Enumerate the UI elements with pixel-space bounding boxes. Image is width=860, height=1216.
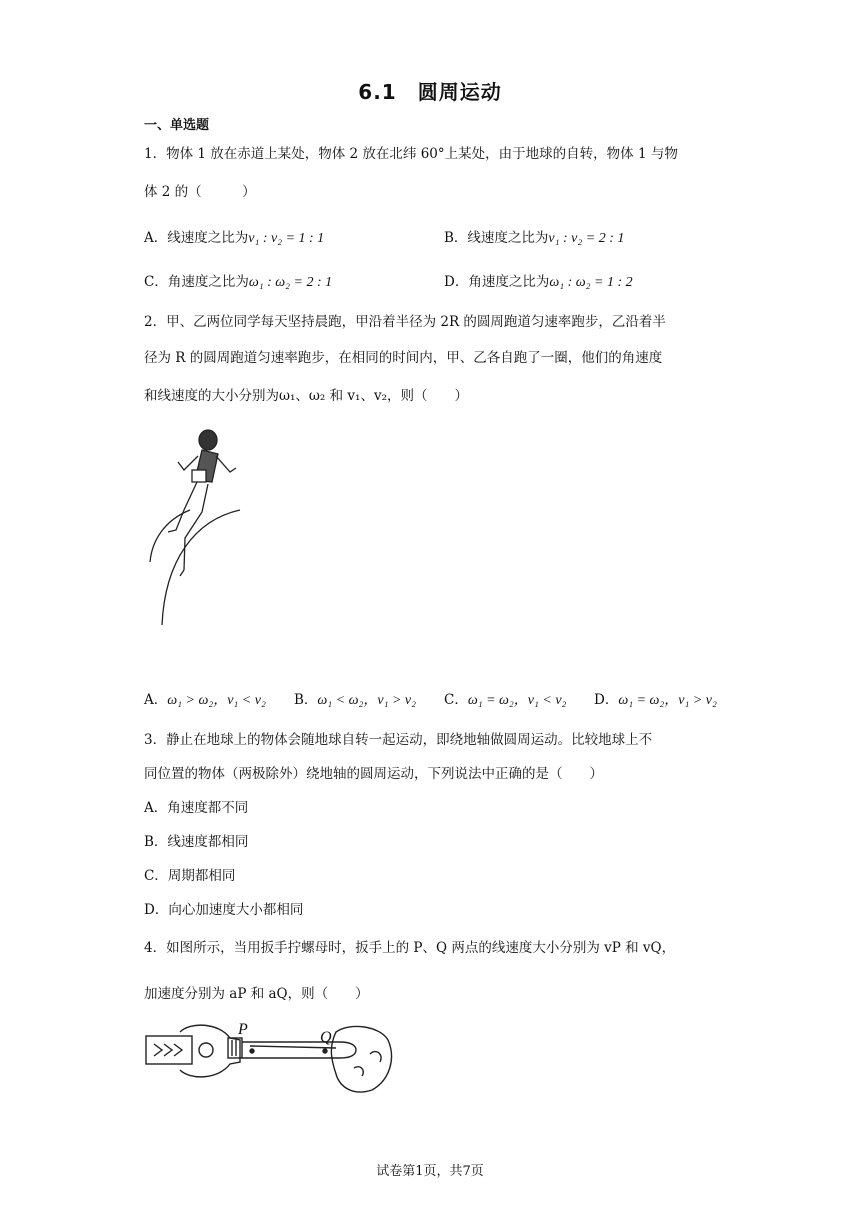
q2-option-a-label: A．: [144, 692, 168, 708]
q1-option-a-math: v₁ : v₂ = 1 : 1: [248, 231, 325, 246]
q3-option-b[interactable]: B．线速度都相同: [144, 834, 249, 850]
q3-option-c[interactable]: C．周期都相同: [144, 868, 236, 884]
page-title: 6.1 圆周运动: [358, 80, 502, 104]
q2-stem-line2: 径为 R 的圆周跑道匀速率跑步，在相同的时间内，甲、乙各自跑了一圈，他们的角速度: [144, 350, 663, 366]
q1-option-d[interactable]: [444, 270, 633, 291]
q2-option-d-math: ω₁ = ω₂，v₁ > v₂: [618, 693, 717, 708]
q1-option-c-label: C．角速度之比为: [144, 274, 249, 290]
q1-option-c-math: ω₁ : ω₂ = 2 : 1: [248, 275, 333, 290]
label-q: Q: [320, 1029, 332, 1046]
q1-option-b-math: v₁ : v₂ = 2 : 1: [548, 231, 625, 246]
q3-stem-line1: 3．静止在地球上的物体会随地球自转一起运动，即绕地轴做圆周运动。比较地球上不: [144, 732, 653, 748]
q2-option-c-math: ω₁ = ω₂，v₁ < v₂: [467, 693, 567, 708]
q2-option-d[interactable]: [594, 688, 717, 709]
runner-figure: [140, 420, 260, 630]
wrench-figure: [140, 1018, 410, 1098]
q4-stem-line2: 加速度分别为 aP 和 aQ，则（ ）: [144, 986, 369, 1002]
q2-option-a-math: ω₁ > ω₂，v₁ < v₂: [167, 693, 266, 708]
q2-option-b-math: ω₁ < ω₂，v₁ > v₂: [317, 693, 416, 708]
q4-stem-line1: 4．如图所示，当用扳手拧螺母时，扳手上的 P、Q 两点的线速度大小分别为 vP 和 vQ，: [144, 940, 676, 956]
q2-option-b[interactable]: [294, 688, 416, 709]
q1-option-d-label: D．角速度之比为: [444, 274, 550, 290]
q2-option-c[interactable]: [444, 688, 566, 709]
q1-option-a[interactable]: [144, 226, 324, 247]
q1-option-a-label: A．线速度之比为: [144, 230, 249, 246]
q2-option-d-label: D．: [594, 692, 619, 708]
q2-option-c-label: C．: [444, 692, 468, 708]
q1-option-b[interactable]: [444, 226, 624, 247]
q1-option-b-label: B．线速度之比为: [444, 230, 549, 246]
page-footer: 试卷第1页，共7页: [376, 1164, 484, 1179]
q1-stem-line2: 体 2 的（ ）: [144, 184, 256, 200]
q2-option-a[interactable]: [144, 688, 266, 709]
label-p: P: [238, 1021, 248, 1038]
q3-option-a[interactable]: A．角速度都不同: [144, 800, 249, 816]
q1-stem-line1: 1．物体 1 放在赤道上某处，物体 2 放在北纬 60°上某处，由于地球的自转，物体 1 与物: [144, 146, 678, 162]
q1-option-c[interactable]: [144, 270, 332, 291]
q2-option-b-label: B．: [294, 692, 318, 708]
section-heading: 一、单选题: [144, 118, 210, 133]
q2-stem-line3: 和线速度的大小分别为ω₁、ω₂ 和 v₁、v₂，则（ ）: [144, 388, 468, 404]
q3-stem-line2: 同位置的物体（两极除外）绕地轴的圆周运动，下列说法中正确的是（ ）: [144, 766, 603, 782]
q2-stem-line1: 2．甲、乙两位同学每天坚持晨跑，甲沿着半径为 2R 的圆周跑道匀速率跑步，乙沿着半: [144, 314, 666, 330]
q1-option-d-math: ω₁ : ω₂ = 1 : 2: [549, 275, 633, 290]
q3-option-d[interactable]: D．向心加速度大小都相同: [144, 902, 304, 918]
